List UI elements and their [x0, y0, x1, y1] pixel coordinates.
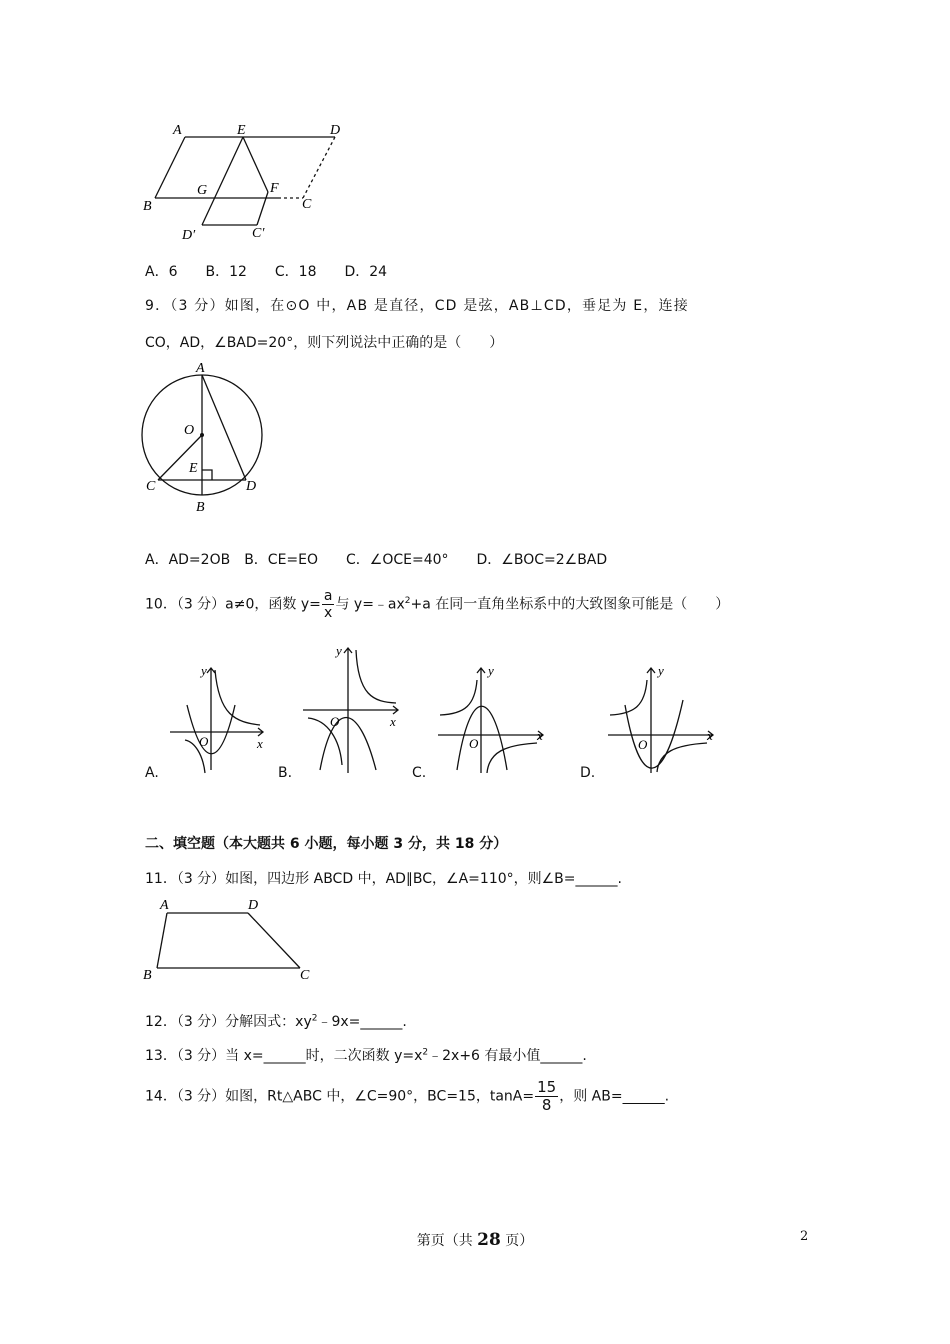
footer-total-pages: 28 — [477, 1230, 501, 1250]
q9-line2: CO，AD，∠BAD=20°，则下列说法中正确的是（ ） — [145, 335, 504, 351]
q10-option-d-label: D. — [580, 765, 596, 781]
q10a-origin-label: O — [199, 734, 209, 749]
section2-title: 二、填空题（本大题共 6 小题，每小题 3 分，共 18 分） — [145, 836, 508, 852]
q9-label-d: D — [246, 479, 257, 494]
q8-label-d-prime: D′ — [182, 228, 196, 243]
q10-option-b-label: B. — [278, 765, 293, 781]
q10-graph-b — [298, 640, 408, 775]
q14-fraction — [535, 1080, 558, 1113]
q10c-y-label: y — [488, 663, 494, 678]
q9-label-b: B — [196, 500, 205, 515]
q8-figure — [140, 120, 350, 245]
q12-part-b: ﹣9x=______. — [317, 1014, 407, 1030]
q10-graph-d — [605, 660, 720, 775]
q10-graph-a — [165, 660, 275, 775]
q10-graph-c — [435, 660, 550, 775]
q11-label-d: D — [248, 898, 259, 913]
q14-frac-num: 15 — [537, 1078, 557, 1096]
q10c-x-label: x — [537, 728, 543, 743]
q11-label-a: A — [160, 898, 169, 913]
q10-suffix-b: +a 在同一直角坐标系中的大致图象可能是（ ） — [410, 596, 730, 613]
q9-label-e: E — [189, 461, 198, 476]
q9-circle-figure — [138, 360, 273, 520]
q10-frac-den: x — [324, 605, 333, 621]
q10a-x-label: x — [257, 736, 263, 751]
q8-label-b: B — [143, 199, 152, 214]
q8-label-e: E — [237, 123, 246, 138]
q12-part-a: 12．（3 分）分解因式：xy — [145, 1014, 312, 1030]
q12-sup: 2 — [311, 1013, 318, 1024]
q13-sup: 2 — [422, 1047, 429, 1058]
q10d-y-label: y — [658, 663, 664, 678]
q9-center-dot — [200, 433, 204, 437]
q11-label-c: C — [300, 968, 310, 983]
page-number: 2 — [800, 1229, 809, 1244]
q9-line1: 9．（3 分）如图，在⊙O 中，AB 是直径，CD 是弦，AB⊥CD，垂足为 E，连接 — [145, 298, 689, 314]
q10d-origin-label: O — [638, 737, 648, 752]
footer-part-b: 页） — [500, 1233, 534, 1249]
q11-text: 11．（3 分）如图，四边形 ABCD 中，AD∥BC，∠A=110°，则∠B=______. — [145, 871, 622, 887]
q9-label-o: O — [184, 423, 195, 438]
q10b-y-label: y — [336, 643, 342, 658]
q10-option-a-label: A. — [145, 765, 159, 781]
q13-part-a: 13．（3 分）当 x=______时，二次函数 y=x — [145, 1048, 423, 1064]
q8-options: A．6 B．12 C．18 D．24 — [145, 264, 388, 280]
q10-prefix: 10．（3 分）a≠0，函数 y= — [145, 596, 321, 613]
q8-label-c: C — [302, 197, 312, 212]
q10-option-c-label: C. — [412, 765, 427, 781]
footer-part-a: 第页（共 — [416, 1233, 478, 1249]
q12-text — [145, 1011, 407, 1031]
q10-sup: 2 — [404, 595, 411, 606]
q10a-y-label: y — [201, 663, 207, 678]
q13-part-b: ﹣2x+6 有最小值______. — [428, 1048, 587, 1064]
q10b-origin-label: O — [330, 714, 340, 729]
q10-question — [145, 589, 729, 620]
q10-fraction — [322, 589, 335, 620]
q13-text — [145, 1045, 587, 1065]
q10d-x-label: x — [707, 728, 713, 743]
q10b-x-label: x — [390, 714, 396, 729]
q9-label-a: A — [196, 361, 205, 376]
q14-part-b: ，则 AB=______. — [559, 1088, 670, 1105]
q9-options: A．AD=2OB B．CE=EO C．∠OCE=40° D．∠BOC=2∠BAD — [145, 552, 608, 568]
q8-label-d: D — [330, 123, 341, 138]
q14-text — [145, 1080, 669, 1113]
q14-frac-den: 8 — [541, 1096, 552, 1114]
q14-part-a: 14．（3 分）如图，Rt△ABC 中，∠C=90°，BC=15，tanA= — [145, 1088, 535, 1105]
q8-label-g: G — [197, 183, 208, 198]
q8-label-a: A — [173, 123, 182, 138]
q10c-origin-label: O — [469, 736, 479, 751]
q10-frac-num: a — [323, 588, 333, 604]
q8-label-c-prime: C′ — [252, 226, 265, 241]
q8-label-f: F — [270, 181, 279, 196]
q10-suffix-a: 与 y=﹣ax — [335, 596, 405, 613]
q9-label-c: C — [146, 479, 156, 494]
q11-trapezoid-figure — [140, 893, 320, 983]
q11-label-b: B — [143, 968, 152, 983]
